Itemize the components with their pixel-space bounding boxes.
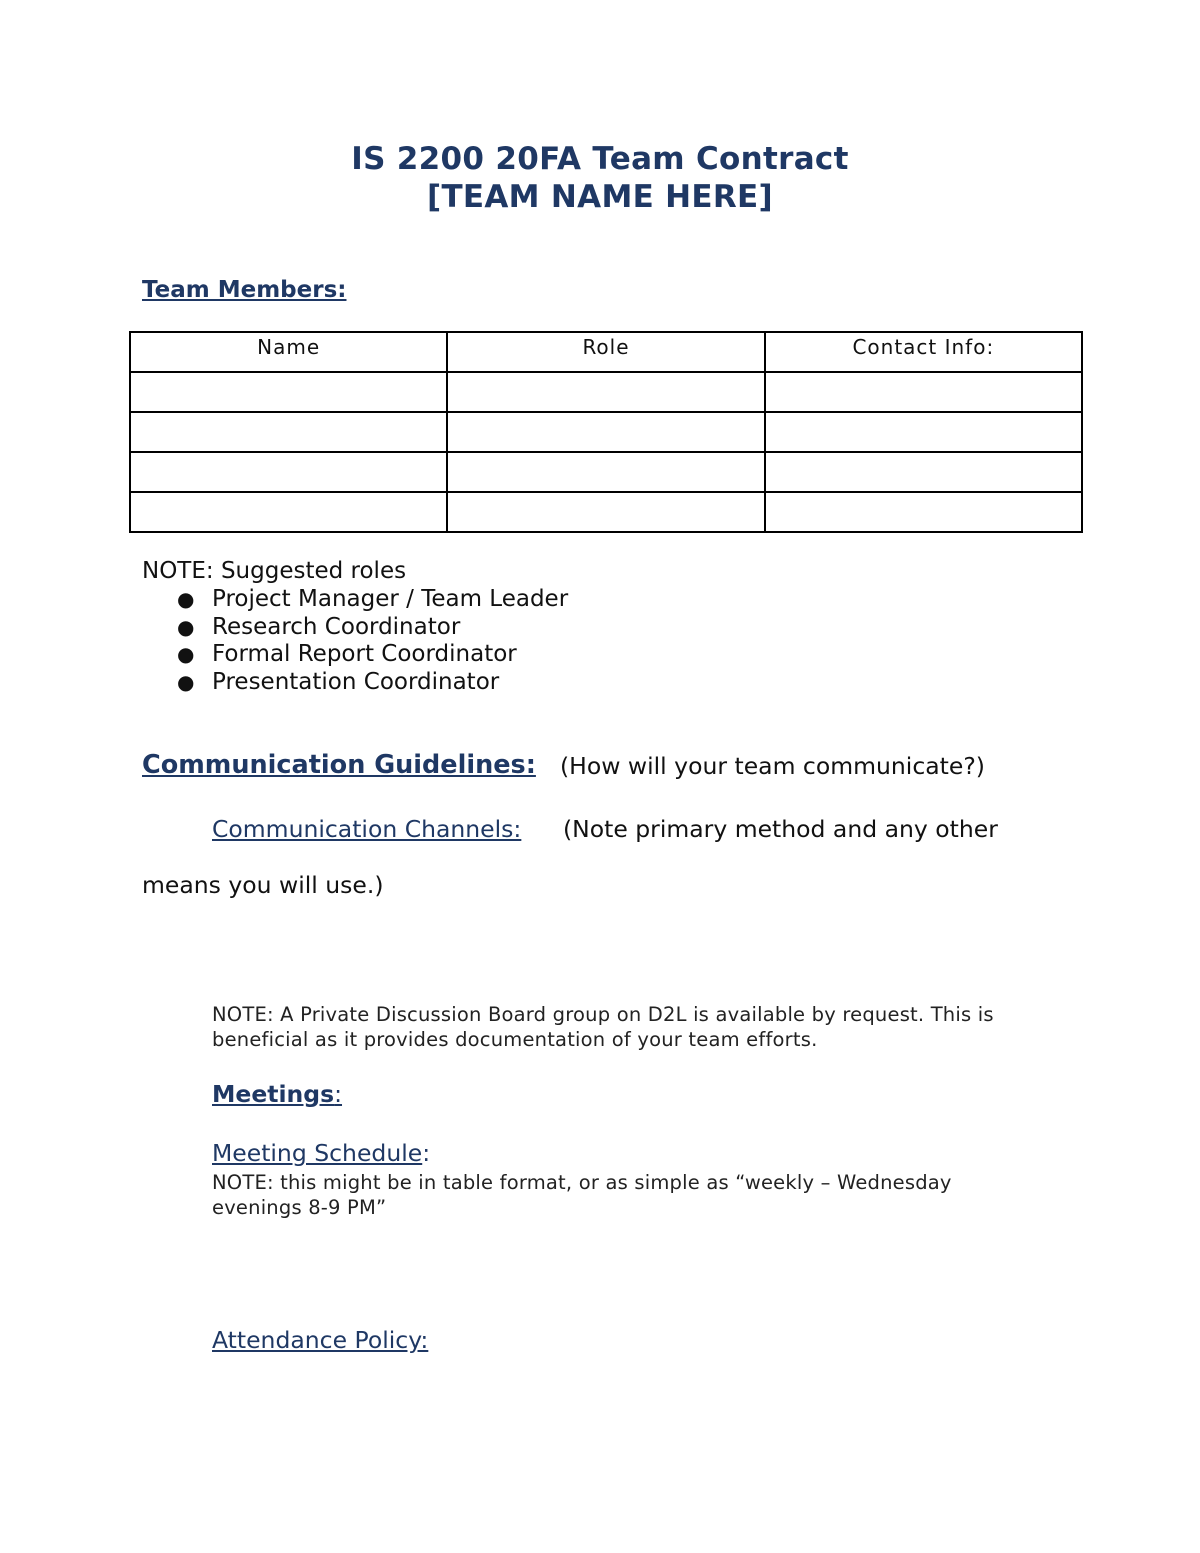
table-cell[interactable]	[765, 412, 1082, 452]
communication-question: (How will your team communicate?)	[560, 752, 985, 780]
list-item	[142, 614, 568, 642]
bullet-icon: ●	[177, 669, 195, 694]
role-label: Presentation Coordinator	[212, 668, 500, 695]
meeting-schedule-note: NOTE: this might be in table format, or as simple as “weekly – Wednesday evenings 8-9 PM”	[212, 1171, 952, 1219]
table-row	[130, 372, 1082, 412]
role-label: Formal Report Coordinator	[212, 641, 517, 667]
bullet-icon: ●	[177, 587, 195, 611]
table-row	[130, 452, 1082, 492]
team-name-placeholder: [TEAM NAME HERE]	[426, 179, 773, 215]
team-members-heading: Team Members:	[142, 277, 347, 303]
table-cell[interactable]	[447, 372, 764, 412]
table-cell[interactable]	[447, 492, 764, 532]
column-header-role: Role	[447, 332, 764, 372]
meeting-schedule-colon: :	[422, 1139, 431, 1167]
communication-guidelines-heading: Communication Guidelines:	[142, 750, 536, 780]
suggested-roles-list	[142, 586, 568, 696]
table-cell[interactable]	[447, 412, 764, 452]
table-row	[130, 412, 1082, 452]
table-row	[130, 492, 1082, 532]
table-cell[interactable]	[130, 492, 447, 532]
table-cell[interactable]	[765, 372, 1082, 412]
list-item	[142, 641, 568, 669]
meetings-heading-label: Meetings	[212, 1080, 335, 1108]
meetings-heading	[212, 1080, 342, 1108]
meeting-schedule-label: Meeting Schedule	[212, 1139, 423, 1167]
bullet-icon: ●	[177, 642, 195, 666]
meeting-schedule-heading	[212, 1139, 430, 1167]
table-cell[interactable]	[130, 412, 447, 452]
role-label: Project Manager / Team Leader	[212, 586, 569, 612]
communication-channels-heading: Communication Channels:	[212, 815, 522, 843]
meetings-heading-colon: :	[334, 1080, 343, 1108]
table-header-row	[130, 332, 1082, 372]
attendance-policy-heading: Attendance Policy:	[212, 1326, 429, 1354]
list-item	[142, 586, 568, 614]
bullet-icon: ●	[177, 614, 195, 639]
table-cell[interactable]	[130, 372, 447, 412]
column-header-name: Name	[130, 332, 447, 372]
suggested-roles-note: NOTE: Suggested roles	[142, 558, 407, 584]
table-cell[interactable]	[765, 492, 1082, 532]
d2l-discussion-note: NOTE: A Private Discussion Board group on D2L is available by request. This is beneficial as it provides documentation of your team efforts.	[212, 1003, 994, 1051]
column-header-contact: Contact Info:	[765, 332, 1082, 372]
communication-channels-note-continued: means you will use.)	[142, 871, 384, 899]
table-cell[interactable]	[765, 452, 1082, 492]
team-members-table	[129, 331, 1083, 533]
communication-channels-note: (Note primary method and any other	[563, 815, 998, 843]
table-cell[interactable]	[447, 452, 764, 492]
table-cell[interactable]	[130, 452, 447, 492]
role-label: Research Coordinator	[212, 613, 461, 640]
document-title: IS 2200 20FA Team Contract	[351, 141, 849, 177]
list-item	[142, 669, 568, 697]
